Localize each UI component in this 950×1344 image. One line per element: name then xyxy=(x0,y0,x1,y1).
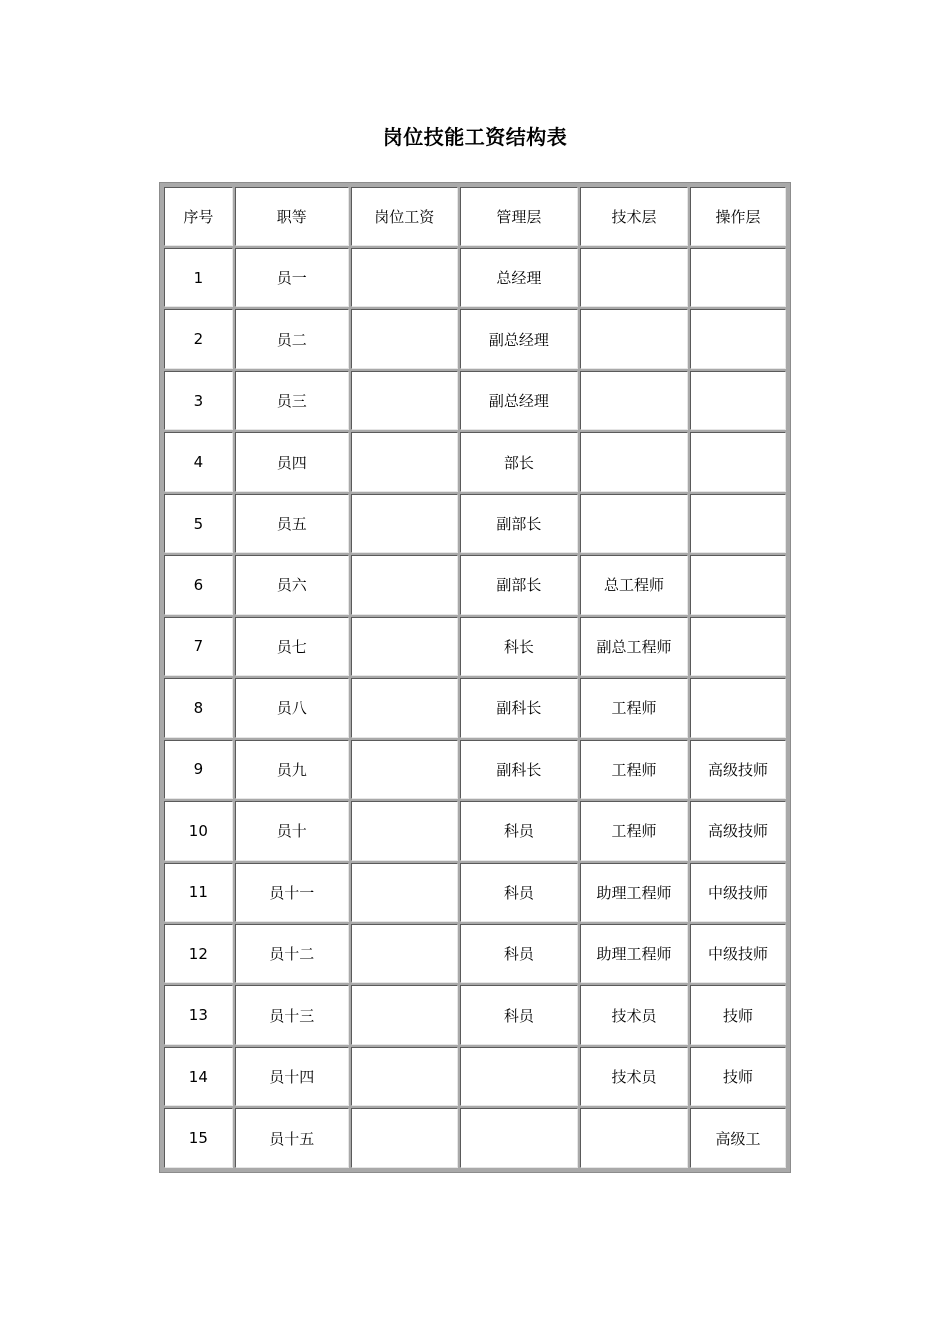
wage-cell xyxy=(351,309,458,368)
table-row xyxy=(164,740,786,799)
operation-cell: 技师 xyxy=(690,1047,786,1106)
wage-cell xyxy=(351,924,458,983)
wage-cell xyxy=(351,371,458,430)
row-number-cell: 10 xyxy=(164,801,233,860)
row-number-cell: 6 xyxy=(164,555,233,614)
row-number-cell: 8 xyxy=(164,678,233,737)
grade-cell: 员一 xyxy=(235,248,349,307)
row-number-cell: 3 xyxy=(164,371,233,430)
technical-cell: 工程师 xyxy=(580,740,688,799)
wage-structure-table xyxy=(162,185,788,1170)
header-cell-operation: 操作层 xyxy=(690,187,786,246)
grade-cell: 员九 xyxy=(235,740,349,799)
operation-cell xyxy=(690,371,786,430)
operation-cell xyxy=(690,309,786,368)
grade-cell: 员四 xyxy=(235,432,349,491)
header-cell-management: 管理层 xyxy=(460,187,578,246)
management-cell: 科员 xyxy=(460,985,578,1044)
header-cell-wage: 岗位工资 xyxy=(351,187,458,246)
technical-cell: 总工程师 xyxy=(580,555,688,614)
technical-cell: 助理工程师 xyxy=(580,863,688,922)
row-number-cell: 9 xyxy=(164,740,233,799)
operation-cell xyxy=(690,617,786,676)
row-number-cell: 5 xyxy=(164,494,233,553)
operation-cell: 中级技师 xyxy=(690,924,786,983)
operation-cell: 中级技师 xyxy=(690,863,786,922)
management-cell: 副总经理 xyxy=(460,309,578,368)
operation-cell xyxy=(690,248,786,307)
wage-cell xyxy=(351,1047,458,1106)
table-row xyxy=(164,309,786,368)
table-row xyxy=(164,555,786,614)
grade-cell: 员十五 xyxy=(235,1108,349,1168)
technical-cell: 工程师 xyxy=(580,678,688,737)
page-title: 岗位技能工资结构表 xyxy=(382,125,568,149)
wage-cell xyxy=(351,678,458,737)
technical-cell: 技术员 xyxy=(580,1047,688,1106)
technical-cell: 副总工程师 xyxy=(580,617,688,676)
grade-cell: 员三 xyxy=(235,371,349,430)
wage-cell xyxy=(351,1108,458,1168)
management-cell: 科员 xyxy=(460,924,578,983)
operation-cell xyxy=(690,494,786,553)
wage-structure-table-frame xyxy=(159,182,791,1173)
operation-cell: 技师 xyxy=(690,985,786,1044)
technical-cell: 工程师 xyxy=(580,801,688,860)
grade-cell: 员五 xyxy=(235,494,349,553)
grade-cell: 员七 xyxy=(235,617,349,676)
table-row xyxy=(164,1047,786,1106)
table-row xyxy=(164,985,786,1044)
wage-cell xyxy=(351,740,458,799)
management-cell: 总经理 xyxy=(460,248,578,307)
wage-cell xyxy=(351,555,458,614)
header-cell-grade: 职等 xyxy=(235,187,349,246)
management-cell: 副科长 xyxy=(460,678,578,737)
management-cell: 副部长 xyxy=(460,555,578,614)
wage-cell xyxy=(351,248,458,307)
operation-cell xyxy=(690,555,786,614)
grade-cell: 员十二 xyxy=(235,924,349,983)
management-cell xyxy=(460,1108,578,1168)
wage-cell xyxy=(351,617,458,676)
management-cell: 副总经理 xyxy=(460,371,578,430)
row-number-cell: 11 xyxy=(164,863,233,922)
header-cell-no: 序号 xyxy=(164,187,233,246)
management-cell xyxy=(460,1047,578,1106)
grade-cell: 员二 xyxy=(235,309,349,368)
table-body xyxy=(164,248,786,1168)
table-row xyxy=(164,924,786,983)
management-cell: 科长 xyxy=(460,617,578,676)
management-cell: 部长 xyxy=(460,432,578,491)
grade-cell: 员十 xyxy=(235,801,349,860)
row-number-cell: 1 xyxy=(164,248,233,307)
grade-cell: 员十四 xyxy=(235,1047,349,1106)
row-number-cell: 14 xyxy=(164,1047,233,1106)
grade-cell: 员六 xyxy=(235,555,349,614)
technical-cell xyxy=(580,494,688,553)
wage-cell xyxy=(351,985,458,1044)
operation-cell: 高级技师 xyxy=(690,740,786,799)
operation-cell xyxy=(690,432,786,491)
row-number-cell: 12 xyxy=(164,924,233,983)
header-cell-technical: 技术层 xyxy=(580,187,688,246)
wage-cell xyxy=(351,801,458,860)
table-row xyxy=(164,617,786,676)
table-row xyxy=(164,432,786,491)
row-number-cell: 13 xyxy=(164,985,233,1044)
header-row xyxy=(164,187,786,246)
table-row xyxy=(164,494,786,553)
table-row xyxy=(164,863,786,922)
grade-cell: 员八 xyxy=(235,678,349,737)
technical-cell xyxy=(580,432,688,491)
row-number-cell: 2 xyxy=(164,309,233,368)
grade-cell: 员十一 xyxy=(235,863,349,922)
table-row xyxy=(164,678,786,737)
row-number-cell: 7 xyxy=(164,617,233,676)
table-row xyxy=(164,1108,786,1168)
table-row xyxy=(164,371,786,430)
operation-cell: 高级工 xyxy=(690,1108,786,1168)
row-number-cell: 15 xyxy=(164,1108,233,1168)
table-row xyxy=(164,801,786,860)
wage-cell xyxy=(351,863,458,922)
technical-cell: 助理工程师 xyxy=(580,924,688,983)
operation-cell: 高级技师 xyxy=(690,801,786,860)
technical-cell xyxy=(580,309,688,368)
wage-cell xyxy=(351,432,458,491)
management-cell: 科员 xyxy=(460,863,578,922)
management-cell: 科员 xyxy=(460,801,578,860)
technical-cell xyxy=(580,248,688,307)
operation-cell xyxy=(690,678,786,737)
technical-cell xyxy=(580,1108,688,1168)
grade-cell: 员十三 xyxy=(235,985,349,1044)
technical-cell xyxy=(580,371,688,430)
wage-cell xyxy=(351,494,458,553)
technical-cell: 技术员 xyxy=(580,985,688,1044)
management-cell: 副部长 xyxy=(460,494,578,553)
row-number-cell: 4 xyxy=(164,432,233,491)
management-cell: 副科长 xyxy=(460,740,578,799)
table-row xyxy=(164,248,786,307)
